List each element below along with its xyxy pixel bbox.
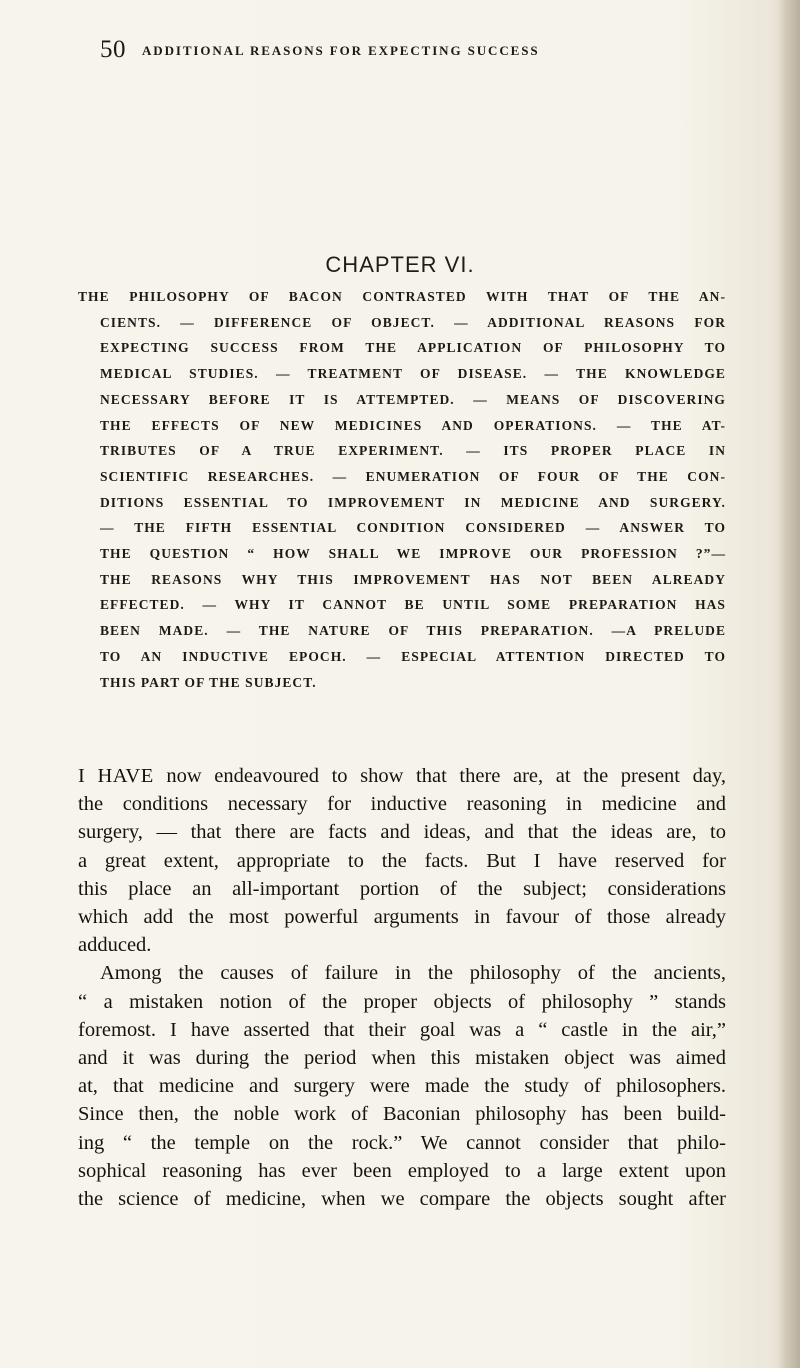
- summary-line: MEDICAL STUDIES. — TREATMENT OF DISEASE. — THE KNOWLEDGE: [100, 366, 726, 382]
- summary-line: BEEN MADE. — THE NATURE OF THIS PREPARATION. —A PRELUDE: [100, 623, 726, 639]
- paragraph-1-initial: I: [78, 765, 85, 787]
- body-text: [78, 762, 726, 1213]
- summary-line: THE REASONS WHY THIS IMPROVEMENT HAS NOT BEEN ALREADY: [100, 571, 726, 587]
- paragraph-1-line: now endeavoured to show that there are, at the present day,: [153, 765, 727, 787]
- paragraph-1-line: this place an all-important portion of the subject; considerations: [78, 877, 726, 900]
- paragraph-2-line: “ a mistaken notion of the proper objects of philosophy ” stands: [78, 990, 726, 1013]
- summary-line: THE EFFECTS OF NEW MEDICINES AND OPERATIONS. — THE AT-: [100, 417, 726, 433]
- summary-line: CIENTS. — DIFFERENCE OF OBJECT. — ADDITIONAL REASONS FOR: [100, 314, 726, 330]
- paragraph-2-line: the science of medicine, when we compare the objects sought after: [78, 1188, 726, 1211]
- summary-line: TO AN INDUCTIVE EPOCH. — ESPECIAL ATTENTION DIRECTED TO: [100, 648, 726, 664]
- paragraph-1-smallcaps: HAVE: [97, 765, 154, 787]
- summary-line: NECESSARY BEFORE IT IS ATTEMPTED. — MEANS OF DISCOVERING: [100, 391, 726, 407]
- paragraph-2-line: Since then, the noble work of Baconian philosophy has been build-: [78, 1103, 726, 1126]
- page-number: 50: [100, 36, 126, 63]
- chapter-summary: [78, 284, 726, 695]
- paragraph-2-line: sophical reasoning has ever been employed to a large extent upon: [78, 1159, 726, 1182]
- paragraph-1-first-line: [78, 762, 726, 790]
- paragraph-2-line: at, that medicine and surgery were made the study of philosophers.: [78, 1075, 726, 1098]
- chapter-title: CHAPTER VI.: [325, 252, 475, 277]
- summary-line: SCIENTIFIC RESEARCHES. — ENUMERATION OF FOUR OF THE CON-: [100, 468, 726, 484]
- summary-line: DITIONS ESSENTIAL TO IMPROVEMENT IN MEDICINE AND SURGERY.: [100, 494, 726, 510]
- running-title: ADDITIONAL REASONS FOR EXPECTING SUCCESS: [142, 43, 540, 58]
- paragraph-1-line: which add the most powerful arguments in favour of those already: [78, 906, 726, 929]
- summary-line: TRIBUTES OF A TRUE EXPERIMENT. — ITS PROPER PLACE IN: [100, 443, 726, 459]
- paragraph-2-line: ing “ the temple on the rock.” We cannot consider that philo-: [78, 1131, 726, 1154]
- summary-line: THE QUESTION “ HOW SHALL WE IMPROVE OUR PROFESSION ?”—: [100, 546, 726, 562]
- paragraph-2-line: Among the causes of failure in the philosophy of the ancients,: [100, 962, 726, 985]
- running-head: [100, 36, 700, 66]
- paragraph-1-line: surgery, — that there are facts and ideas, and that the ideas are, to: [78, 821, 726, 844]
- summary-line: THIS PART OF THE SUBJECT.: [100, 674, 317, 690]
- summary-line: EFFECTED. — WHY IT CANNOT BE UNTIL SOME PREPARATION HAS: [100, 597, 726, 613]
- paragraph-2-line: foremost. I have asserted that their goal was a “ castle in the air,”: [78, 1018, 726, 1041]
- paragraph-1-line: adduced.: [78, 934, 152, 957]
- paragraph-2-line: and it was during the period when this mistaken object was aimed: [78, 1047, 726, 1070]
- paragraph-1-line: the conditions necessary for inductive reasoning in medicine and: [78, 793, 726, 816]
- summary-line: EXPECTING SUCCESS FROM THE APPLICATION OF PHILOSOPHY TO: [100, 340, 726, 356]
- page-edge-shadow: [778, 0, 800, 1368]
- summary-line: — THE FIFTH ESSENTIAL CONDITION CONSIDERED — ANSWER TO: [100, 520, 726, 536]
- paragraph-1-line: a great extent, appropriate to the facts. But I have reserved for: [78, 849, 726, 872]
- summary-line: THE PHILOSOPHY OF BACON CONTRASTED WITH THAT OF THE AN-: [78, 289, 726, 304]
